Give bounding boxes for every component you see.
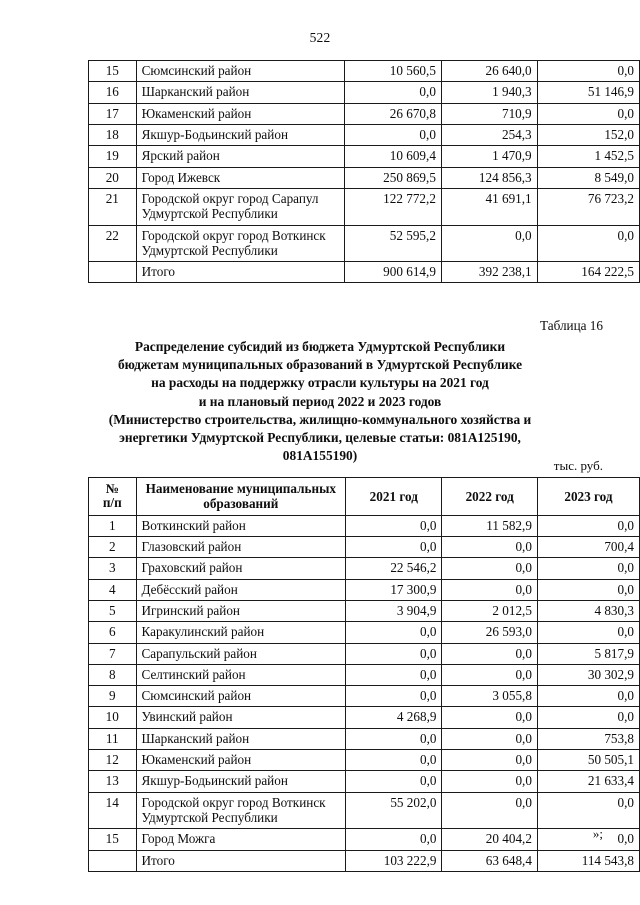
- cell-value-2022: 0,0: [442, 558, 537, 579]
- cell-number: 22: [89, 225, 137, 262]
- cell-value-2023: 21 633,4: [537, 771, 639, 792]
- table-header-row: [89, 478, 640, 516]
- cell-value-2023: 0,0: [537, 579, 639, 600]
- cell-value-2021: 0,0: [346, 643, 442, 664]
- cell-value-2022: 2 012,5: [442, 600, 537, 621]
- closing-quote-mark: »;: [592, 826, 603, 841]
- cell-value-2023: 50 505,1: [537, 750, 639, 771]
- cell-value-2021: 4 268,9: [346, 707, 442, 728]
- cell-value-2022: 710,9: [441, 103, 537, 124]
- cell-value-2022: 63 648,4: [442, 850, 537, 871]
- cell-value-2023: 1 452,5: [537, 146, 639, 167]
- table-row: [89, 103, 640, 124]
- cell-number: 5: [89, 600, 137, 621]
- cell-value-2022: 0,0: [442, 643, 537, 664]
- cell-value-2022: 0,0: [442, 750, 537, 771]
- cell-number: 14: [89, 792, 137, 829]
- cell-value-2023: 0,0: [537, 225, 639, 262]
- cell-value-2022: 1 470,9: [441, 146, 537, 167]
- table-two-body: [89, 515, 640, 871]
- table-row: [89, 579, 640, 600]
- table-two-container: [88, 477, 640, 872]
- table-two-header: [89, 478, 640, 516]
- cell-value-2023: 0,0: [537, 622, 639, 643]
- cell-value-2021: 10 609,4: [345, 146, 442, 167]
- table-one-container: [88, 60, 640, 283]
- cell-value-2023: 0,0: [537, 686, 639, 707]
- cell-value-2023: 8 549,0: [537, 167, 639, 188]
- cell-value-2023: 76 723,2: [537, 188, 639, 225]
- cell-municipality-name: Город Можга: [136, 829, 346, 850]
- cell-number: 4: [89, 579, 137, 600]
- table-row: [89, 686, 640, 707]
- table-row: [89, 750, 640, 771]
- cell-value-2022: 392 238,1: [441, 262, 537, 283]
- cell-municipality-name: Городской округ город Воткинск Удмуртской Республики: [136, 225, 345, 262]
- cell-number: 15: [89, 829, 137, 850]
- cell-value-2023: 0,0: [537, 707, 639, 728]
- cell-municipality-name: Каракулинский район: [136, 622, 346, 643]
- cell-number: [89, 262, 137, 283]
- table-title: [70, 338, 570, 466]
- cell-municipality-name: Город Ижевск: [136, 167, 345, 188]
- cell-value-2021: 10 560,5: [345, 61, 442, 82]
- cell-value-2021: 0,0: [346, 536, 442, 557]
- table-row: [89, 792, 640, 829]
- cell-value-2021: 26 670,8: [345, 103, 442, 124]
- column-header-number: [89, 478, 137, 516]
- cell-number: [89, 850, 137, 871]
- cell-value-2022: 254,3: [441, 124, 537, 145]
- cell-number: 19: [89, 146, 137, 167]
- cell-value-2021: 103 222,9: [346, 850, 442, 871]
- cell-municipality-name: Увинский район: [136, 707, 346, 728]
- cell-number: 17: [89, 103, 137, 124]
- cell-municipality-name: Игринский район: [136, 600, 346, 621]
- table-title-line: 081А155190): [282, 448, 358, 464]
- cell-municipality-name: Граховский район: [136, 558, 346, 579]
- column-header-number-line1: №: [105, 480, 119, 496]
- cell-municipality-name: Сюмсинский район: [136, 61, 345, 82]
- cell-value-2022: 0,0: [442, 664, 537, 685]
- cell-number: 10: [89, 707, 137, 728]
- cell-value-2023: 152,0: [537, 124, 639, 145]
- cell-value-2022: 26 640,0: [441, 61, 537, 82]
- table-row: [89, 124, 640, 145]
- cell-number: 1: [89, 515, 137, 536]
- cell-number: 15: [89, 61, 137, 82]
- table-title-line: Распределение субсидий из бюджета Удмуртской Республики: [134, 339, 506, 354]
- cell-number: 11: [89, 728, 137, 749]
- cell-value-2023: 5 817,9: [537, 643, 639, 664]
- cell-value-2021: 250 869,5: [345, 167, 442, 188]
- column-header-number-line2: п/п: [102, 495, 122, 511]
- column-header-2021: 2021 год: [346, 478, 442, 516]
- units-note: тыс. руб.: [553, 458, 603, 473]
- table-row: [89, 728, 640, 749]
- cell-value-2021: 122 772,2: [345, 188, 442, 225]
- cell-municipality-name: Юкаменский район: [136, 750, 346, 771]
- cell-value-2021: 22 546,2: [346, 558, 442, 579]
- cell-value-2021: 0,0: [346, 750, 442, 771]
- table-row: [89, 664, 640, 685]
- cell-municipality-name: Дебёсский район: [136, 579, 346, 600]
- cell-value-2021: 0,0: [346, 771, 442, 792]
- cell-number: 9: [89, 686, 137, 707]
- cell-value-2023: 0,0: [537, 558, 639, 579]
- cell-number: 7: [89, 643, 137, 664]
- cell-value-2023: 0,0: [537, 829, 639, 850]
- page-number: 522: [309, 30, 331, 45]
- table-title-line: (Министерство строительства, жилищно-коммунального хозяйства и: [108, 411, 532, 427]
- cell-value-2021: 0,0: [346, 622, 442, 643]
- cell-value-2023: 753,8: [537, 728, 639, 749]
- cell-value-2023: 700,4: [537, 536, 639, 557]
- cell-municipality-name: Шарканский район: [136, 728, 346, 749]
- table-total-row: [89, 262, 640, 283]
- cell-municipality-name: Воткинский район: [136, 515, 346, 536]
- cell-municipality-name: Юкаменский район: [136, 103, 345, 124]
- cell-value-2021: 0,0: [346, 664, 442, 685]
- cell-municipality-name: Ярский район: [136, 146, 345, 167]
- cell-value-2022: 3 055,8: [442, 686, 537, 707]
- cell-value-2022: 0,0: [442, 707, 537, 728]
- cell-number: 18: [89, 124, 137, 145]
- cell-number: 8: [89, 664, 137, 685]
- cell-number: 20: [89, 167, 137, 188]
- cell-value-2021: 52 595,2: [345, 225, 442, 262]
- table-row: [89, 225, 640, 262]
- cell-value-2023: 0,0: [537, 61, 639, 82]
- table-title-line: энергетики Удмуртской Республики, целевые статьи: 081А125190,: [119, 430, 521, 446]
- column-header-2023: 2023 год: [537, 478, 639, 516]
- column-header-2022: 2022 год: [442, 478, 537, 516]
- cell-municipality-name: Сарапульский район: [136, 643, 346, 664]
- cell-value-2022: 0,0: [442, 536, 537, 557]
- cell-value-2021: 0,0: [345, 124, 442, 145]
- cell-value-2022: 20 404,2: [442, 829, 537, 850]
- column-header-name: Наименование муниципальных образований: [136, 478, 346, 516]
- cell-municipality-name: Итого: [136, 262, 345, 283]
- table-row: [89, 558, 640, 579]
- cell-value-2021: 55 202,0: [346, 792, 442, 829]
- cell-number: 13: [89, 771, 137, 792]
- cell-value-2022: 0,0: [442, 579, 537, 600]
- cell-municipality-name: Селтинский район: [136, 664, 346, 685]
- cell-value-2022: 0,0: [442, 792, 537, 829]
- table-row: [89, 536, 640, 557]
- table-one-body: [89, 61, 640, 283]
- table-row: [89, 643, 640, 664]
- cell-number: 6: [89, 622, 137, 643]
- table-row: [89, 146, 640, 167]
- table-row: [89, 707, 640, 728]
- cell-municipality-name: Глазовский район: [136, 536, 346, 557]
- cell-value-2022: 0,0: [442, 728, 537, 749]
- cell-value-2021: 0,0: [346, 829, 442, 850]
- cell-value-2021: 0,0: [345, 82, 442, 103]
- cell-municipality-name: Якшур-Бодьинский район: [136, 771, 346, 792]
- cell-value-2022: 124 856,3: [441, 167, 537, 188]
- table-row: [89, 515, 640, 536]
- table-row: [89, 167, 640, 188]
- table-row: [89, 82, 640, 103]
- cell-value-2022: 41 691,1: [441, 188, 537, 225]
- cell-value-2023: 4 830,3: [537, 600, 639, 621]
- table-row: [89, 188, 640, 225]
- cell-value-2022: 0,0: [441, 225, 537, 262]
- subsidies-table-continued: [88, 60, 640, 283]
- cell-municipality-name: Шарканский район: [136, 82, 345, 103]
- cell-value-2021: 0,0: [346, 728, 442, 749]
- cell-value-2021: 3 904,9: [346, 600, 442, 621]
- cell-number: 3: [89, 558, 137, 579]
- cell-value-2023: 164 222,5: [537, 262, 639, 283]
- table-row: [89, 61, 640, 82]
- cell-value-2023: 51 146,9: [537, 82, 639, 103]
- cell-number: 21: [89, 188, 137, 225]
- table-title-line: бюджетам муниципальных образований в Удмуртской Республике: [117, 357, 523, 373]
- cell-value-2021: 17 300,9: [346, 579, 442, 600]
- cell-municipality-name: Итого: [136, 850, 346, 871]
- cell-municipality-name: Сюмсинский район: [136, 686, 346, 707]
- table-title-line: и на плановый период 2022 и 2023 годов: [198, 393, 442, 409]
- cell-municipality-name: Городской округ город Воткинск Удмуртской Республики: [136, 792, 346, 829]
- table-row: [89, 600, 640, 621]
- cell-value-2023: 0,0: [537, 103, 639, 124]
- cell-number: 16: [89, 82, 137, 103]
- cell-number: 2: [89, 536, 137, 557]
- cell-value-2023: 114 543,8: [537, 850, 639, 871]
- cell-value-2023: 30 302,9: [537, 664, 639, 685]
- cell-value-2022: 1 940,3: [441, 82, 537, 103]
- cell-municipality-name: Городской округ город Сарапул Удмуртской Республики: [136, 188, 345, 225]
- table-total-row: [89, 850, 640, 871]
- cell-value-2022: 0,0: [442, 771, 537, 792]
- culture-subsidies-table: [88, 477, 640, 872]
- cell-value-2021: 0,0: [346, 515, 442, 536]
- cell-number: 12: [89, 750, 137, 771]
- table-label: Таблица 16: [540, 318, 603, 333]
- cell-value-2022: 11 582,9: [442, 515, 537, 536]
- cell-value-2022: 26 593,0: [442, 622, 537, 643]
- cell-value-2023: 0,0: [537, 515, 639, 536]
- cell-value-2021: 0,0: [346, 686, 442, 707]
- cell-value-2021: 900 614,9: [345, 262, 442, 283]
- cell-municipality-name: Якшур-Бодьинский район: [136, 124, 345, 145]
- table-title-line: на расходы на поддержку отрасли культуры на 2021 год: [151, 375, 489, 391]
- table-row: [89, 771, 640, 792]
- cell-value-2023: 0,0: [537, 792, 639, 829]
- table-row: [89, 622, 640, 643]
